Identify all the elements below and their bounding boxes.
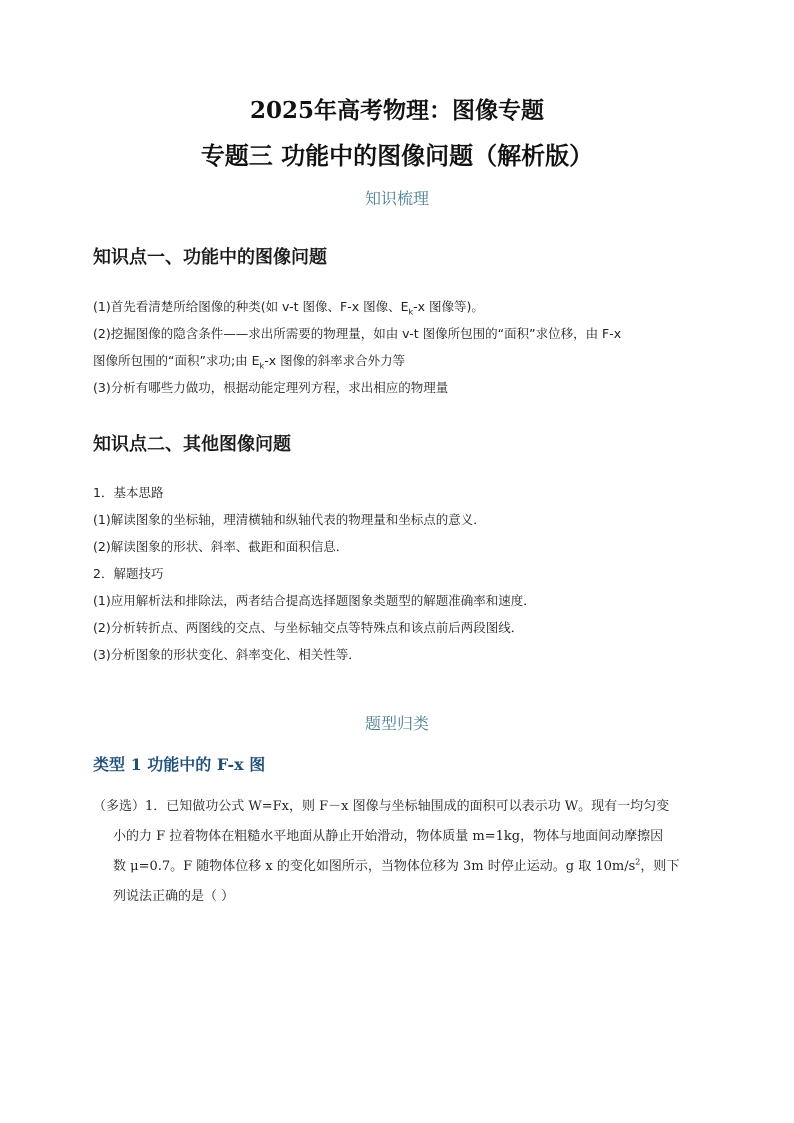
point1-line1: (1)首先看清楚所给图像的种类(如 v-t 图像、F-x 图像、$E_k-x$ 图像等)。 [93, 299, 484, 317]
question-line1: （多选）1．已知做功公式 W=Fx，则 F－x 图像与坐标轴围成的面积可以表示功 W。现有一均匀变 [93, 799, 670, 814]
document-subtitle: 专题三 功能中的图像问题（解析版） [200, 141, 594, 170]
point2-line: (2)分析转折点、两图线的交点、与坐标轴交点等特殊点和该点前后两段图线． [93, 620, 524, 635]
point1-line4: (3)分析有哪些力做功，根据动能定理列方程，求出相应的物理量 [93, 380, 449, 395]
document-title: 2025年高考物理：图像专题 [249, 97, 544, 124]
question-line3: 数 μ=0.7。F 随物体位移 x 的变化如图所示，当物体位移为 3m 时停止运动。g 取 $10m/s^2$，则下 [113, 857, 680, 874]
point2-line: (1)应用解析法和排除法，两者结合提高选择题图象类题型的解题准确率和速度． [93, 593, 536, 608]
point2-line: 1．基本思路 [93, 485, 164, 500]
point2-line: (2)解读图象的形状、斜率、截距和面积信息． [93, 539, 349, 554]
point2-heading: 知识点二、其他图像问题 [93, 434, 291, 455]
point1-heading: 知识点一、功能中的图像问题 [93, 247, 327, 268]
question-line2: 小的力 F 拉着物体在粗糙水平地面从静止开始滑动，物体质量 m=1kg，物体与地面间动摩擦因 [113, 829, 664, 844]
point2-line: 2．解题技巧 [93, 566, 164, 581]
section-types-heading: 题型归类 [364, 714, 429, 733]
point2-line: (3)分析图象的形状变化、斜率变化、相关性等． [93, 647, 361, 662]
type1-heading: 类型 1 功能中的 F-x 图 [93, 755, 266, 774]
section-knowledge-heading: 知识梳理 [364, 189, 429, 208]
point1-line2: (2)挖掘图像的隐含条件——求出所需要的物理量，如由 v-t 图像所包围的“面积”求位移，由 F-x [93, 326, 622, 341]
point2-line: (1)解读图象的坐标轴，理清横轴和纵轴代表的物理量和坐标点的意义． [93, 512, 486, 527]
point1-line3: 图像所包围的“面积”求功;由 $E_k-x$ 图像的斜率求合外力等 [93, 353, 406, 371]
question-line4: 列说法正确的是（ ） [113, 889, 235, 904]
